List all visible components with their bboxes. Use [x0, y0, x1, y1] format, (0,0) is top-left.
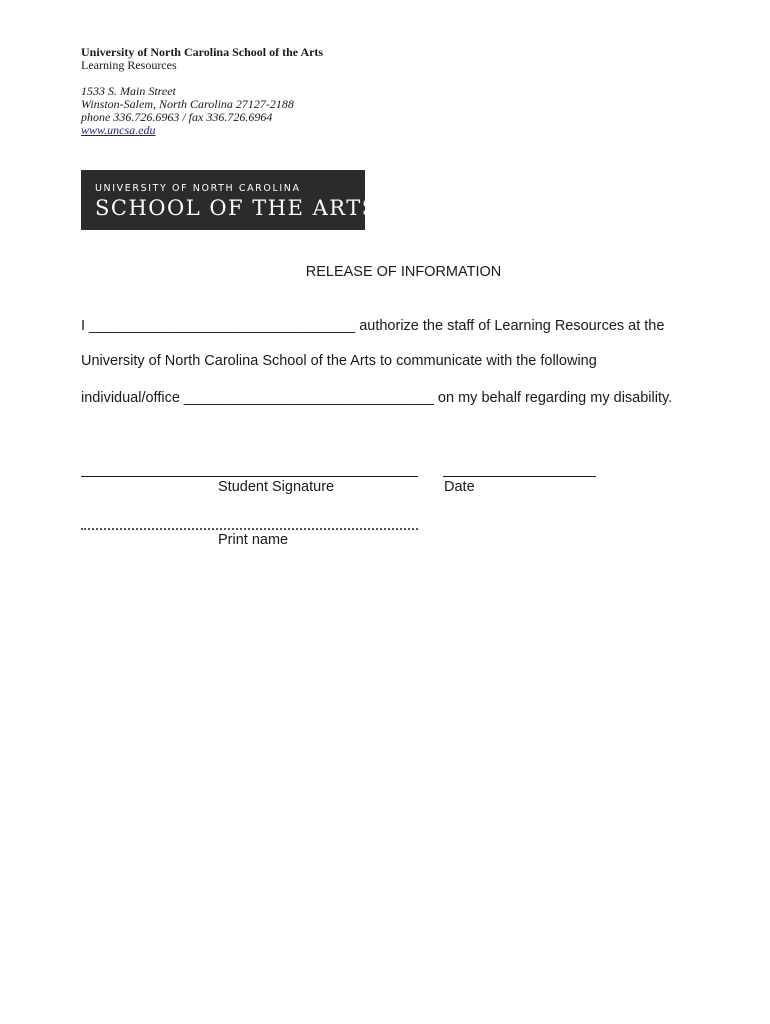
student-signature-line	[81, 476, 418, 477]
uncsa-logo	[81, 170, 378, 230]
letterhead-org: University of North Carolina School of the Arts	[81, 45, 324, 59]
letterhead-website-link[interactable]: www.uncsa.edu	[81, 123, 156, 137]
logo-line1: UNIVERSITY OF NORTH CAROLINA	[95, 183, 301, 194]
print-name-label: Print name	[218, 532, 289, 548]
print-name-line	[81, 528, 418, 530]
form-title: RELEASE OF INFORMATION	[305, 264, 502, 280]
letterhead-city: Winston-Salem, North Carolina 27127-2188	[81, 97, 294, 111]
form-line-3: individual/office _______________________________ on my behalf regarding my disability.	[81, 390, 673, 406]
date-line	[443, 476, 596, 477]
logo-line2: SCHOOL OF THE ARTS	[95, 196, 378, 220]
form-line-1: I _________________________________ authorize the staff of Learning Resources at the	[81, 318, 665, 334]
letterhead-street: 1533 S. Main Street	[81, 84, 176, 98]
letterhead	[81, 46, 323, 137]
letterhead-address	[81, 85, 323, 137]
form-line-2: University of North Carolina School of the Arts to communicate with the following	[81, 353, 597, 369]
letterhead-dept: Learning Resources	[81, 58, 177, 72]
date-label: Date	[444, 479, 475, 495]
student-signature-label: Student Signature	[218, 479, 335, 495]
letterhead-phone-fax: phone 336.726.6963 / fax 336.726.6964	[81, 110, 273, 124]
